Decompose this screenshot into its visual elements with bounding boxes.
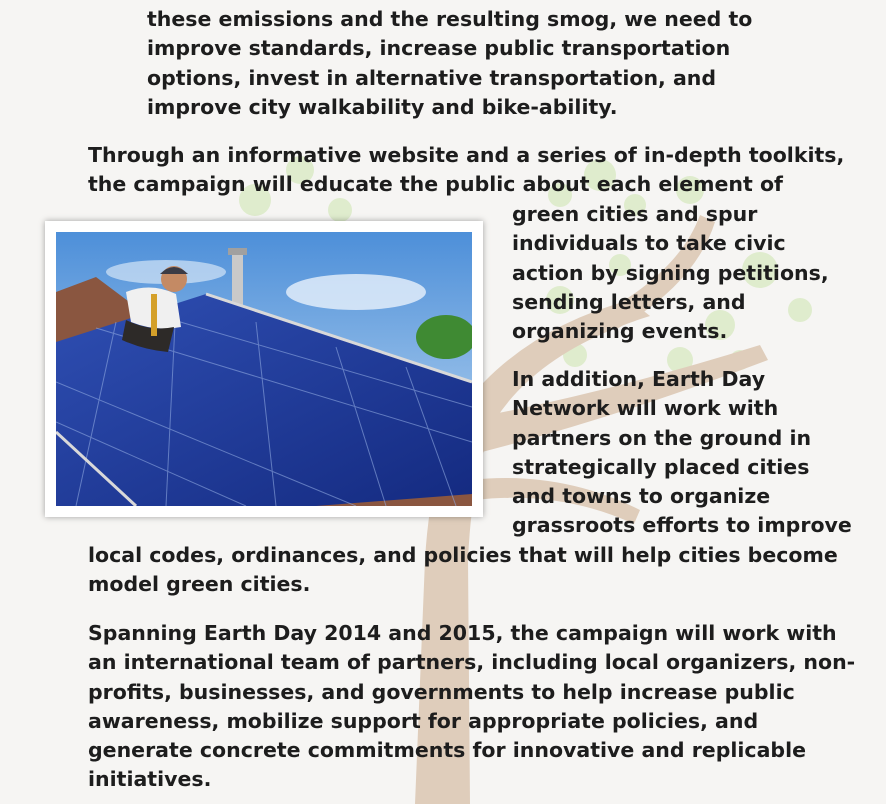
- text-line: and towns to organize: [512, 484, 771, 509]
- text-line: strategically placed cities: [512, 454, 810, 479]
- paragraph-local-codes: [88, 541, 838, 600]
- paragraph-civic-action: [512, 200, 829, 346]
- text-line: the campaign will educate the public about each element of: [88, 172, 783, 197]
- paragraph-emissions-standards: [147, 5, 752, 122]
- paragraph-website-toolkits: [88, 141, 844, 200]
- text-line: model green cities.: [88, 572, 311, 597]
- solar-panel-photo: [45, 221, 483, 517]
- text-line: Spanning Earth Day 2014 and 2015, the campaign will work with: [88, 621, 837, 645]
- text-line: partners on the ground in: [512, 425, 812, 450]
- text-line: improve city walkability and bike-ability.: [147, 94, 618, 119]
- text-line: improve standards, increase public transportation: [147, 36, 731, 61]
- text-line: an international team of partners, including local organizers, non-: [88, 650, 856, 675]
- paragraph-spanning-earth-day: [88, 619, 855, 795]
- text-line: action by signing petitions,: [512, 260, 829, 285]
- text-line: these emissions and the resulting smog, we need to: [147, 7, 753, 31]
- text-line: organizing events.: [512, 319, 728, 344]
- text-line: grassroots efforts to improve: [512, 513, 852, 538]
- text-line: options, invest in alternative transportation, and: [147, 65, 717, 90]
- text-line: generate concrete commitments for innovative and replicable: [88, 738, 807, 763]
- text-line: green cities and spur: [512, 202, 758, 226]
- text-line: In addition, Earth Day: [512, 367, 766, 391]
- text-line: individuals to take civic: [512, 231, 786, 256]
- text-line: Network will work with: [512, 396, 779, 421]
- text-line: profits, businesses, and governments to help increase public: [88, 679, 795, 704]
- text-line: Through an informative website and a series of in-depth toolkits,: [88, 143, 845, 167]
- text-line: awareness, mobilize support for appropriate policies, and: [88, 708, 759, 733]
- text-line: sending letters, and: [512, 289, 746, 314]
- text-line: initiatives.: [88, 767, 212, 792]
- paragraph-earth-day-network: [512, 365, 852, 541]
- text-line: local codes, ordinances, and policies that will help cities become: [88, 543, 838, 567]
